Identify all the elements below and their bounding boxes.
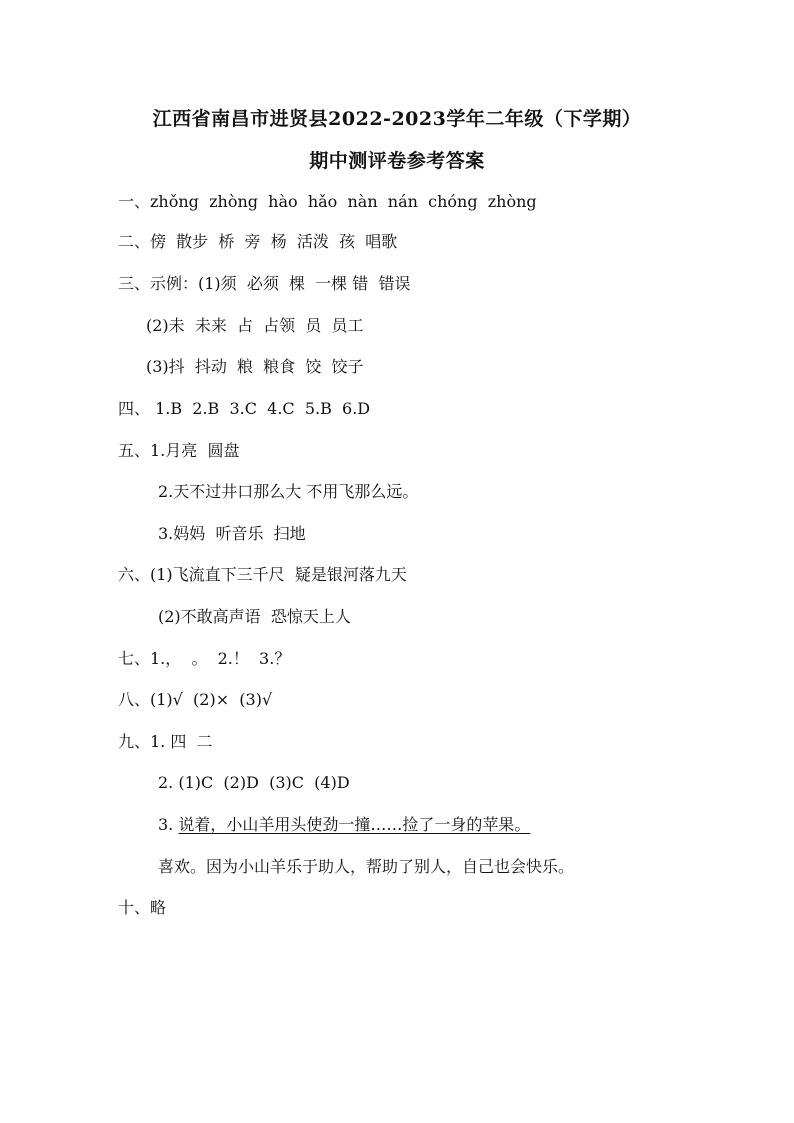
answer-section-10: 十、略 [118, 898, 167, 917]
underlined-quote: 说着，小山羊用头使劲一撞……捡了一身的苹果。 [178, 815, 531, 834]
answer-section-8: 八、(1)√ (2)× (3)√ [118, 690, 273, 709]
answer-section-4: 四、 1.B 2.B 3.C 4.C 5.B 6.D [118, 399, 371, 418]
answer-section-5-item-1: 五、1.月亮 圆盘 [118, 441, 240, 460]
answer-section-2: 二、傍 散步 桥 旁 杨 活泼 孩 唱歌 [118, 232, 398, 251]
answer-section-9-item-4: 喜欢。因为小山羊乐于助人，帮助了别人，自己也会快乐。 [158, 857, 575, 876]
answer-section-6-item-2: (2)不敢高声语 恐惊天上人 [158, 607, 351, 626]
answer-section-1: 一、zhǒng zhòng hào hǎo nàn nán chóng zhòng [118, 192, 537, 211]
page-subtitle: 期中测评卷参考答案 [309, 150, 485, 172]
answer-section-9-item-1: 九、1. 四 二 [118, 732, 213, 751]
answer-section-6-item-1: 六、(1)飞流直下三千尺 疑是银河落九天 [118, 565, 407, 584]
answer-section-3-item-1: 三、示例：(1)须 必须 棵 一棵 错 错误 [118, 274, 411, 293]
page-title: 江西省南昌市进贤县2022-2023学年二年级（下学期） [152, 108, 642, 130]
answer-section-3-item-2: (2)未 未来 占 占领 员 员工 [146, 316, 364, 335]
answer-section-5-item-3: 3.妈妈 听音乐 扫地 [158, 524, 306, 543]
answer-section-5-item-2: 2.天不过井口那么大 不用飞那么远。 [158, 482, 419, 501]
answer-section-7: 七、1.， 。 2.！ 3.？ [118, 649, 291, 668]
answer-section-3-item-3: (3)抖 抖动 粮 粮食 饺 饺子 [146, 357, 364, 376]
answer-section-9-item-3-number: 3. [158, 815, 179, 834]
answer-section-9-item-3 [158, 814, 530, 836]
answer-section-9-item-2: 2. (1)C (2)D (3)C (4)D [158, 773, 350, 792]
